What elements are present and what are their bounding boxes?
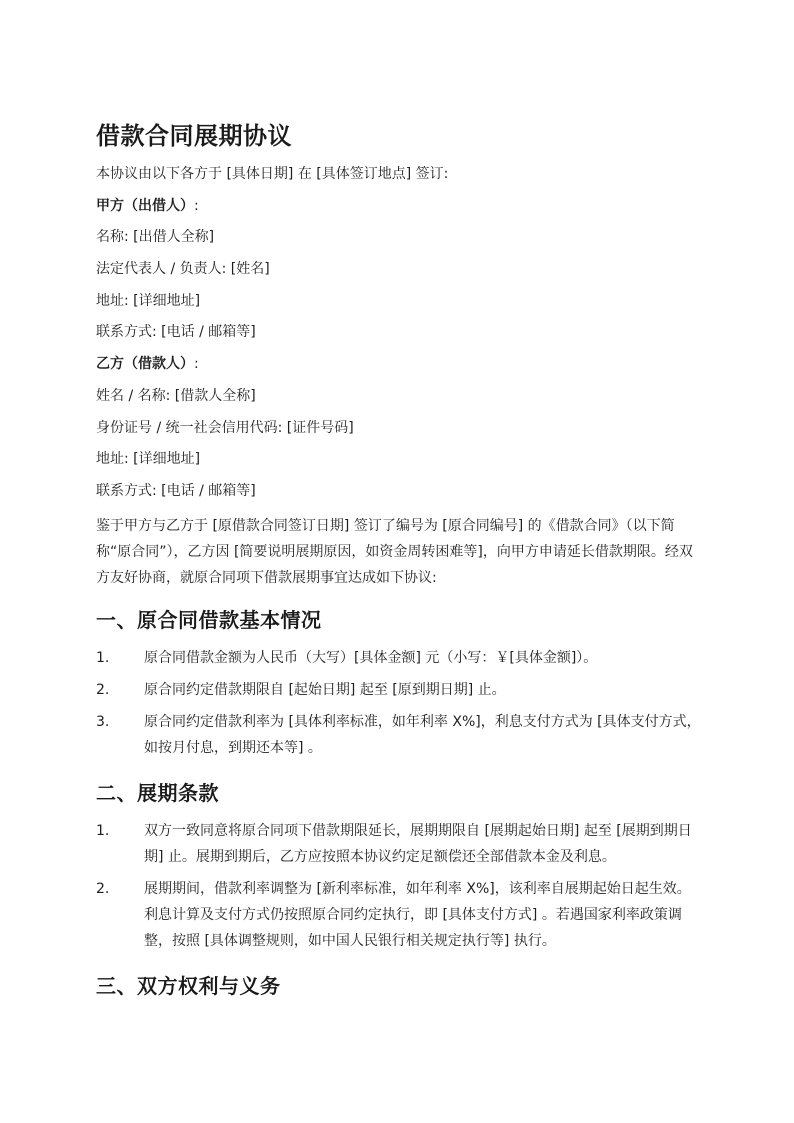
list-number: 2. — [96, 880, 110, 897]
list-item — [96, 876, 702, 954]
party-a-heading-label: 甲方（出借人） — [96, 197, 194, 214]
section-heading-3: 三、双方权利与义务 — [96, 973, 281, 998]
party-b-heading-suffix: : — [194, 356, 199, 373]
intro-paragraph: 本协议由以下各方于 [具体日期] 在 [具体签订地点] 签订: — [96, 166, 449, 182]
section-heading-2: 二、展期条款 — [96, 780, 219, 805]
section-1-list — [96, 645, 702, 761]
list-text: 原合同约定借款利率为 [具体利率标准，如年利率 X%]，利息支付方式为 [具体支付方式，如按月付息，到期还本等] 。 — [144, 713, 701, 756]
party-a-heading — [96, 196, 702, 216]
section-2-list — [96, 818, 702, 954]
list-text: 原合同借款金额为人民币（大写）[具体金额] 元（小写：￥[具体金额]）。 — [144, 649, 598, 666]
list-number: 1. — [96, 822, 110, 839]
list-text: 展期期间，借款利率调整为 [新利率标准，如年利率 X%]，该利率自展期起始日起生效。利息计算及支付方式仍按照原合同约定执行，即 [具体支付方式] 。若遇国家利率政策调整，按照 [具体调整规则，如中国人民银行相关规定执行等] 执行。 — [144, 880, 691, 949]
list-number: 3. — [96, 713, 110, 730]
list-item — [96, 645, 702, 671]
party-a-heading-suffix: : — [194, 197, 199, 214]
party-a-contact-field: 联系方式: [电话 / 邮箱等] — [96, 324, 256, 341]
party-b-address-field: 地址: [详细地址] — [96, 451, 201, 468]
party-a-representative-field: 法定代表人 / 负责人: [姓名] — [96, 261, 270, 278]
document-title: 借款合同展期协议 — [96, 122, 292, 150]
party-b-id-field: 身份证号 / 统一社会信用代码: [证件号码] — [96, 419, 354, 436]
list-item — [96, 709, 702, 761]
party-a-address-field: 地址: [详细地址] — [96, 292, 201, 309]
party-b-name-field: 姓名 / 名称: [借款人全称] — [96, 387, 256, 404]
list-text: 双方一致同意将原合同项下借款期限延长，展期期限自 [展期起始日期] 起至 [展期到期日期] 止。展期到期后，乙方应按照本协议约定足额偿还全部借款本金及利息。 — [144, 822, 692, 865]
party-a-name-field: 名称: [出借人全称] — [96, 229, 215, 246]
document-page — [96, 118, 702, 1011]
list-text: 原合同约定借款期限自 [起始日期] 起至 [原到期日期] 止。 — [144, 681, 506, 698]
party-b-heading-label: 乙方（借款人） — [96, 356, 194, 373]
preamble-paragraph: 鉴于甲方与乙方于 [原借款合同签订日期] 签订了编号为 [原合同编号] 的《借款合同》（以下简称“原合同”），乙方因 [简要说明展期原因，如资金周转困难等]，向甲方申请延长借款期限。经双方友好协商，就原合同项下借款展期事宜达成如下协议: — [96, 517, 693, 586]
section-heading-1: 一、原合同借款基本情况 — [96, 607, 322, 632]
party-b-contact-field: 联系方式: [电话 / 邮箱等] — [96, 482, 256, 499]
list-item — [96, 818, 702, 870]
list-number: 2. — [96, 681, 110, 698]
party-b-heading — [96, 354, 702, 374]
list-number: 1. — [96, 649, 110, 666]
list-item — [96, 677, 702, 703]
